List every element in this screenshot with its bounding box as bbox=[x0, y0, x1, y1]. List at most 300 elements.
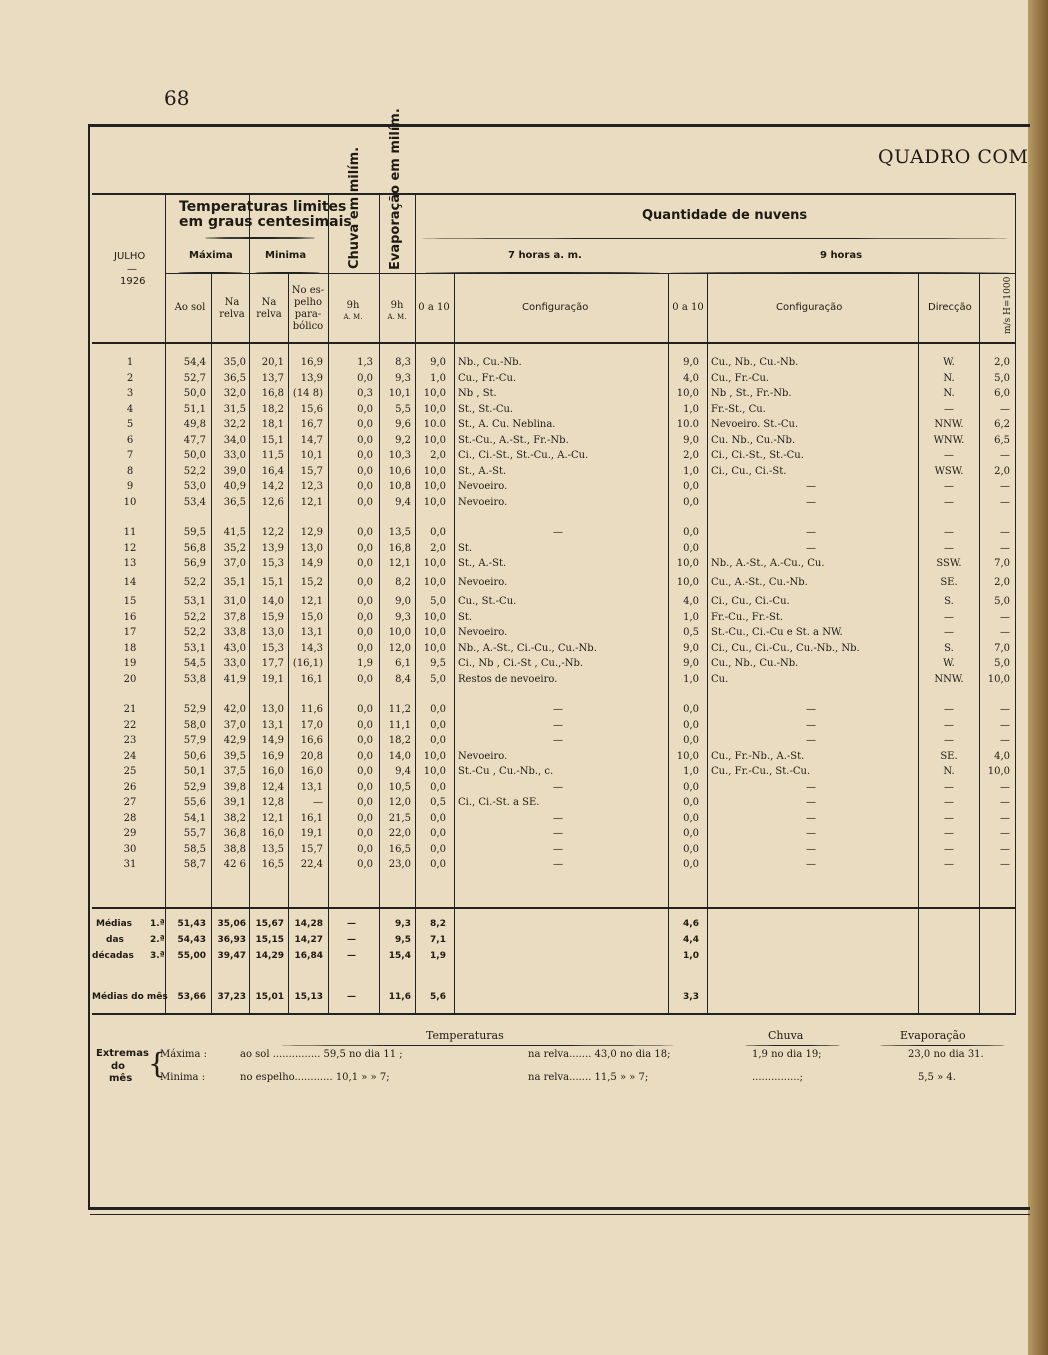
cell-esp: 15,0 bbox=[300, 611, 323, 623]
cell-dir: N. bbox=[943, 372, 955, 384]
cell-d: 7 bbox=[126, 450, 134, 461]
cell-sol: 52,2 bbox=[183, 577, 206, 588]
cell-dir: NNW. bbox=[934, 673, 964, 685]
cell-c7: — bbox=[553, 828, 563, 839]
cell-relva: 39,1 bbox=[223, 797, 246, 808]
cell-evap: 11,1 bbox=[388, 719, 411, 731]
cell-esp: 15,7 bbox=[300, 465, 323, 477]
cell-esp: 12,9 bbox=[300, 527, 323, 538]
cell-chuva: 0,0 bbox=[357, 704, 373, 715]
cell-chuva: 0,0 bbox=[357, 828, 373, 839]
cell-esp: 13,1 bbox=[300, 781, 323, 793]
cell-c9: — bbox=[806, 828, 816, 839]
cell-relva: 36,8 bbox=[223, 828, 246, 839]
cell-n9: 0,0 bbox=[683, 843, 699, 855]
minima-label: Minima bbox=[265, 250, 307, 261]
cell-evap: 9,6 bbox=[395, 419, 411, 430]
cell-ms: 6,5 bbox=[994, 434, 1010, 446]
cell-esp: 13,0 bbox=[300, 542, 323, 554]
cell-n9: 9,0 bbox=[683, 357, 699, 368]
cell-esp: 15,2 bbox=[300, 577, 323, 588]
cell-c7: St., St.-Cu. bbox=[458, 403, 514, 415]
media-esp: 16,84 bbox=[294, 951, 323, 961]
cell-relva: 37,5 bbox=[223, 766, 246, 777]
cell-evap: 10,6 bbox=[388, 465, 411, 477]
cell-sol: 58,5 bbox=[183, 843, 206, 855]
media-n7: 1,9 bbox=[430, 951, 446, 961]
cell-chuva: 1,9 bbox=[357, 658, 373, 669]
cell-d: 6 bbox=[126, 434, 134, 446]
cell-dir: — bbox=[944, 843, 954, 855]
cell-c7: St. bbox=[458, 611, 473, 623]
cell-sol: 53,1 bbox=[183, 642, 206, 654]
cell-c9: Fr.-St., Cu. bbox=[711, 403, 766, 415]
cell-evap: 8,4 bbox=[395, 673, 411, 685]
cell-c7: Ci., Ci.-St., St.-Cu., A.-Cu. bbox=[458, 450, 589, 461]
cell-evap: 12,0 bbox=[388, 797, 411, 808]
cell-sol: 53,1 bbox=[183, 596, 206, 607]
cell-esp: 16,1 bbox=[300, 812, 323, 824]
cell-sol: 54,5 bbox=[183, 658, 206, 669]
cell-relva: 34,0 bbox=[223, 434, 246, 446]
ao-sol-header: Ao sol bbox=[174, 302, 206, 313]
cell-n9: 0,0 bbox=[683, 828, 699, 839]
cell-c9: Fr.-Cu., Fr.-St. bbox=[711, 611, 784, 623]
cell-d: 5 bbox=[126, 419, 134, 430]
cell-esp: — bbox=[313, 797, 323, 808]
cell-c7: St., A.-St. bbox=[458, 465, 507, 477]
decada-label: 2.ª bbox=[150, 935, 165, 945]
cell-n7: 5,0 bbox=[430, 673, 446, 685]
cell-dir: NNW. bbox=[934, 419, 964, 430]
header-top-rule bbox=[92, 193, 1016, 195]
temps-title-1: Temperaturas limites bbox=[179, 199, 347, 215]
cell-relva: 38,8 bbox=[223, 843, 246, 855]
cell-chuva: 0,0 bbox=[357, 611, 373, 623]
decada-label: 1.ª bbox=[150, 919, 165, 929]
cell-mrel: 12,8 bbox=[261, 797, 284, 808]
cell-n9: 1,0 bbox=[683, 611, 699, 623]
cell-relva: 37,0 bbox=[223, 558, 246, 569]
cell-dir: — bbox=[944, 797, 954, 808]
extremas-evap-header: Evaporação bbox=[900, 1029, 966, 1042]
cell-relva: 39,8 bbox=[223, 781, 246, 793]
cell-d: 11 bbox=[123, 527, 137, 538]
cell-d: 12 bbox=[123, 542, 137, 554]
cell-n7: 10,0 bbox=[423, 611, 446, 623]
cell-sol: 52,2 bbox=[183, 627, 206, 638]
cell-n7: 0,0 bbox=[430, 828, 446, 839]
cell-dir: SSW. bbox=[936, 558, 962, 569]
cell-dir: WNW. bbox=[933, 434, 965, 446]
cell-sol: 47,7 bbox=[183, 434, 206, 446]
cell-chuva: 0,0 bbox=[357, 627, 373, 638]
cell-mrel: 19,1 bbox=[261, 673, 284, 685]
cell-n7: 10,0 bbox=[423, 496, 446, 508]
cell-d: 10 bbox=[123, 496, 137, 508]
cell-esp: (14 8) bbox=[292, 388, 323, 399]
nuvens-header: Quantidade de nuvens bbox=[642, 208, 808, 223]
header-bottom-rule bbox=[92, 342, 1016, 344]
cell-relva: 35,2 bbox=[223, 542, 246, 554]
cell-n9: 0,0 bbox=[683, 542, 699, 554]
extremas-max-chuva: 1,9 no dia 19; bbox=[752, 1049, 822, 1060]
cell-sol: 57,9 bbox=[183, 735, 206, 746]
cell-n9: 9,0 bbox=[683, 434, 699, 446]
cell-chuva: 0,0 bbox=[357, 812, 373, 824]
cell-c7: Ci., Nb , Ci.-St , Cu.,-Nb. bbox=[458, 658, 584, 669]
cell-ms: — bbox=[1000, 719, 1010, 731]
cell-relva: 41,9 bbox=[223, 673, 246, 685]
cell-n9: 0,0 bbox=[683, 719, 699, 731]
cell-relva: 37,0 bbox=[223, 719, 246, 731]
cell-dir: — bbox=[944, 704, 954, 715]
cell-n7: 0,0 bbox=[430, 843, 446, 855]
cell-relva: 40,9 bbox=[223, 481, 246, 492]
cell-c9: Cu., Nb., Cu.-Nb. bbox=[711, 357, 799, 368]
cell-d: 28 bbox=[123, 812, 137, 824]
cell-esp: 16,6 bbox=[300, 735, 323, 746]
cell-c7: — bbox=[553, 859, 563, 870]
cell-evap: 10,5 bbox=[388, 781, 411, 793]
cell-d: 15 bbox=[123, 596, 137, 607]
cell-dir: S. bbox=[944, 596, 954, 607]
cell-n7: 10,0 bbox=[423, 388, 446, 399]
cell-esp: 14,9 bbox=[300, 558, 323, 569]
cell-n7: 0,0 bbox=[430, 812, 446, 824]
cell-sol: 53,0 bbox=[183, 481, 206, 492]
cell-sol: 55,7 bbox=[183, 828, 206, 839]
evaporacao-header: Evaporação em milím. bbox=[388, 108, 403, 270]
chuva-header: Chuva em milím. bbox=[347, 146, 362, 269]
cell-ms: 7,0 bbox=[994, 558, 1010, 569]
cell-ms: — bbox=[1000, 812, 1010, 824]
cell-d: 14 bbox=[123, 577, 137, 588]
cell-ms: — bbox=[1000, 496, 1010, 508]
cell-c9: Nb., A.-St., A.-Cu., Cu. bbox=[711, 558, 825, 569]
cell-c9: Cu., Fr.-Nb., A.-St. bbox=[711, 750, 805, 762]
cell-dir: — bbox=[944, 627, 954, 638]
cell-chuva: 0,0 bbox=[357, 558, 373, 569]
cell-chuva: 0,0 bbox=[357, 496, 373, 508]
cell-relva: 33,8 bbox=[223, 627, 246, 638]
media-esp: 14,28 bbox=[294, 919, 323, 929]
cell-n7: 10,0 bbox=[423, 627, 446, 638]
cell-dir: SE. bbox=[940, 577, 958, 588]
cell-sol: 54,4 bbox=[183, 357, 206, 368]
cell-c7: Nevoeiro. bbox=[458, 627, 508, 638]
cell-d: 16 bbox=[123, 611, 137, 623]
decada-label: 3.ª bbox=[150, 951, 165, 961]
cell-mrel: 15,1 bbox=[261, 434, 284, 446]
cell-d: 30 bbox=[123, 843, 137, 855]
cell-dir: — bbox=[944, 496, 954, 508]
cell-d: 23 bbox=[123, 735, 137, 746]
cell-chuva: 0,0 bbox=[357, 781, 373, 793]
cell-d: 21 bbox=[123, 704, 137, 715]
cell-c9: Ci., Cu., Ci.-Cu. bbox=[711, 596, 790, 607]
cell-chuva: 0,0 bbox=[357, 527, 373, 538]
cell-c7: — bbox=[553, 843, 563, 855]
cell-evap: 12,0 bbox=[388, 642, 411, 654]
media-chuva: — bbox=[347, 935, 356, 945]
cell-c7: — bbox=[553, 719, 563, 731]
cell-ms: — bbox=[1000, 735, 1010, 746]
cell-evap: 13,5 bbox=[388, 527, 411, 538]
extremas-max-relva: na relva....... 43,0 no dia 18; bbox=[528, 1049, 671, 1060]
cell-ms: — bbox=[1000, 527, 1010, 538]
cell-d: 17 bbox=[123, 627, 137, 638]
cell-ms: 5,0 bbox=[994, 596, 1010, 607]
cell-n7: 2,0 bbox=[430, 450, 446, 461]
cell-evap: 9,4 bbox=[395, 766, 411, 777]
cell-evap: 8,2 bbox=[395, 577, 411, 588]
cell-evap: 6,1 bbox=[395, 658, 411, 669]
cell-d: 18 bbox=[123, 642, 137, 654]
cell-evap: 5,5 bbox=[395, 403, 411, 415]
cell-c7: Ci., Ci.-St. a SE. bbox=[458, 797, 540, 808]
cell-ms: — bbox=[1000, 859, 1010, 870]
cell-evap: 16,5 bbox=[388, 843, 411, 855]
cell-sol: 53,8 bbox=[183, 673, 206, 685]
media-mrel: 14,29 bbox=[255, 951, 284, 961]
cell-c9: Cu., Fr.-Cu. bbox=[711, 372, 770, 384]
cell-chuva: 0,0 bbox=[357, 481, 373, 492]
cell-chuva: 0,0 bbox=[357, 434, 373, 446]
cell-ms: — bbox=[1000, 611, 1010, 623]
cell-chuva: 0,0 bbox=[357, 642, 373, 654]
cell-relva: 42 6 bbox=[223, 859, 246, 870]
cell-relva: 32,0 bbox=[223, 388, 246, 399]
cell-ms: 2,0 bbox=[994, 357, 1010, 368]
cell-mrel: 17,7 bbox=[261, 658, 284, 669]
cell-chuva: 0,3 bbox=[357, 388, 373, 399]
cell-c7: Cu., St.-Cu. bbox=[458, 596, 517, 607]
cell-sol: 52,7 bbox=[183, 372, 206, 384]
cell-d: 9 bbox=[126, 481, 134, 492]
cell-c9: St.-Cu., Ci.-Cu e St. a NW. bbox=[711, 627, 843, 638]
extremas-min-chuva: ...............; bbox=[752, 1072, 804, 1083]
cell-mrel: 14,0 bbox=[261, 596, 284, 607]
cell-n9: 1,0 bbox=[683, 673, 699, 685]
cell-n9: 1,0 bbox=[683, 403, 699, 415]
cell-n9: 0,0 bbox=[683, 735, 699, 746]
cell-evap: 10,0 bbox=[388, 627, 411, 638]
cell-mrel: 12,1 bbox=[261, 812, 284, 824]
media-mrel: 15,15 bbox=[255, 935, 284, 945]
cell-dir: — bbox=[944, 611, 954, 623]
cell-ms: 4,0 bbox=[994, 750, 1010, 762]
cell-esp: 15,7 bbox=[300, 843, 323, 855]
cell-esp: 16,9 bbox=[300, 357, 323, 368]
cell-evap: 8,3 bbox=[395, 357, 411, 368]
cell-mrel: 14,2 bbox=[261, 481, 284, 492]
cell-ms: 10,0 bbox=[987, 766, 1010, 777]
media-sol: 54,43 bbox=[177, 935, 206, 945]
cell-ms: — bbox=[1000, 542, 1010, 554]
cell-evap: 22,0 bbox=[388, 828, 411, 839]
cell-chuva: 0,0 bbox=[357, 419, 373, 430]
cell-relva: 41,5 bbox=[223, 527, 246, 538]
cell-chuva: 0,0 bbox=[357, 673, 373, 685]
cell-d: 22 bbox=[123, 719, 137, 731]
media-mes-n9: 3,3 bbox=[683, 992, 699, 1002]
cell-chuva: 1,3 bbox=[357, 357, 373, 368]
cell-d: 19 bbox=[123, 658, 137, 669]
media-n9: 4,6 bbox=[683, 919, 699, 929]
cell-chuva: 0,0 bbox=[357, 719, 373, 731]
cell-c9: — bbox=[806, 735, 816, 746]
cell-c7: Nb., A.-St., Ci.-Cu., Cu.-Nb. bbox=[458, 642, 597, 654]
cell-esp: 19,1 bbox=[300, 828, 323, 839]
cell-sol: 51,1 bbox=[183, 403, 206, 415]
cell-esp: 14,3 bbox=[300, 642, 323, 654]
media-mes-sol: 53,66 bbox=[177, 992, 206, 1002]
cell-ms: — bbox=[1000, 781, 1010, 793]
cell-c7: Nevoeiro. bbox=[458, 496, 508, 508]
cell-chuva: 0,0 bbox=[357, 766, 373, 777]
cell-c9: — bbox=[806, 781, 816, 793]
cell-mrel: 15,9 bbox=[261, 611, 284, 623]
cell-evap: 14,0 bbox=[388, 750, 411, 762]
cell-n9: 0,0 bbox=[683, 797, 699, 808]
cell-n9: 4,0 bbox=[683, 596, 699, 607]
cell-sol: 58,0 bbox=[183, 719, 206, 731]
cell-d: 20 bbox=[123, 673, 137, 685]
cell-n9: 9,0 bbox=[683, 658, 699, 669]
cell-mrel: 14,9 bbox=[261, 735, 284, 746]
cell-n9: 0,0 bbox=[683, 496, 699, 508]
cell-esp: 16,1 bbox=[300, 673, 323, 685]
extremas-max-sol: ao sol ............... 59,5 no dia 11 ; bbox=[240, 1049, 403, 1060]
media-n7: 8,2 bbox=[430, 919, 446, 929]
cell-n7: 10,0 bbox=[423, 766, 446, 777]
cell-mrel: 18,1 bbox=[261, 419, 284, 430]
extremas-min-relva: na relva....... 11,5 » » 7; bbox=[528, 1072, 649, 1083]
cell-relva: 31,0 bbox=[223, 596, 246, 607]
cell-n7: 9,5 bbox=[430, 658, 446, 669]
cell-c9: Cu. Nb., Cu.-Nb. bbox=[711, 434, 796, 446]
cell-n7: 10,0 bbox=[423, 434, 446, 446]
cell-n7: 1,0 bbox=[430, 372, 446, 384]
page-number: 68 bbox=[164, 86, 190, 110]
cell-c7: Nevoeiro. bbox=[458, 750, 508, 762]
cell-ms: — bbox=[1000, 797, 1010, 808]
cell-esp: 12,3 bbox=[300, 481, 323, 492]
cell-chuva: 0,0 bbox=[357, 577, 373, 588]
cell-dir: WSW. bbox=[934, 465, 964, 477]
cell-ms: — bbox=[1000, 627, 1010, 638]
cell-mrel: 16,0 bbox=[261, 766, 284, 777]
cell-c9: — bbox=[806, 542, 816, 554]
cell-c9: Cu. bbox=[711, 673, 729, 685]
extremas-min-espelho: no espelho............ 10,1 » » 7; bbox=[240, 1072, 390, 1083]
cell-relva: 39,5 bbox=[223, 750, 246, 762]
cell-ms: — bbox=[1000, 450, 1010, 461]
cell-chuva: 0,0 bbox=[357, 542, 373, 554]
cell-chuva: 0,0 bbox=[357, 797, 373, 808]
cell-esp: 12,1 bbox=[300, 496, 323, 508]
cell-esp: 11,6 bbox=[300, 704, 323, 715]
media-esp: 14,27 bbox=[294, 935, 323, 945]
cell-n7: 0,0 bbox=[430, 781, 446, 793]
medias-label: Médias bbox=[96, 919, 133, 929]
cell-n7: 0,0 bbox=[430, 735, 446, 746]
cell-sol: 59,5 bbox=[183, 527, 206, 538]
media-sol: 51,43 bbox=[177, 919, 206, 929]
cell-esp: 22,4 bbox=[300, 859, 323, 870]
cell-d: 26 bbox=[123, 781, 137, 793]
cell-c7: St., A.-St. bbox=[458, 558, 507, 569]
cell-c7: — bbox=[553, 781, 563, 793]
media-chuva: — bbox=[347, 919, 356, 929]
medias-rule bbox=[92, 907, 1016, 909]
cell-evap: 21,5 bbox=[388, 812, 411, 824]
cell-sol: 53,4 bbox=[183, 496, 206, 508]
cell-mrel: 20,1 bbox=[261, 357, 284, 368]
column-rule bbox=[454, 273, 455, 1013]
cell-dir: — bbox=[944, 481, 954, 492]
cell-relva: 35,1 bbox=[223, 577, 246, 588]
maxima-label: Máxima bbox=[189, 250, 233, 261]
cell-sol: 50,1 bbox=[183, 766, 206, 777]
cell-esp: 16,0 bbox=[300, 766, 323, 777]
media-relva: 36,93 bbox=[217, 935, 246, 945]
cell-ms: — bbox=[1000, 843, 1010, 855]
decadas-label: décadas bbox=[92, 951, 134, 961]
cell-n7: 10,0 bbox=[423, 642, 446, 654]
cell-ms: — bbox=[1000, 704, 1010, 715]
cell-c9: — bbox=[806, 704, 816, 715]
media-mrel: 15,67 bbox=[255, 919, 284, 929]
cell-mrel: 15,3 bbox=[261, 642, 284, 654]
cell-d: 29 bbox=[123, 828, 137, 839]
cell-mrel: 16,4 bbox=[261, 465, 284, 477]
cell-c9: Cu., Nb., Cu.-Nb. bbox=[711, 658, 799, 669]
cell-c7: Nevoeiro. bbox=[458, 577, 508, 588]
extremas-chuva-header: Chuva bbox=[768, 1029, 804, 1042]
cell-chuva: 0,0 bbox=[357, 465, 373, 477]
cell-c9: — bbox=[806, 843, 816, 855]
cell-dir: W. bbox=[943, 357, 955, 368]
media-mes-label: Médias do mês bbox=[92, 992, 168, 1002]
h9-header: 9 horas bbox=[820, 250, 863, 261]
cell-esp: 13,9 bbox=[300, 372, 323, 384]
cell-c9: — bbox=[806, 527, 816, 538]
cell-n7: 5,0 bbox=[430, 596, 446, 607]
cell-ms: 6,2 bbox=[994, 419, 1010, 430]
cell-esp: 16,7 bbox=[300, 419, 323, 430]
cell-esp: 14,7 bbox=[300, 434, 323, 446]
media-relva: 35,06 bbox=[217, 919, 246, 929]
cell-ms: 2,0 bbox=[994, 577, 1010, 588]
cell-n7: 10,0 bbox=[423, 750, 446, 762]
cell-mrel: 13,0 bbox=[261, 627, 284, 638]
cell-n9: 1,0 bbox=[683, 766, 699, 777]
cell-d: 31 bbox=[123, 859, 137, 870]
cell-c7: Nb , St. bbox=[458, 388, 497, 399]
cell-evap: 11,2 bbox=[388, 704, 411, 715]
cell-ms: — bbox=[1000, 828, 1010, 839]
cell-n9: 4,0 bbox=[683, 372, 699, 384]
cell-dir: — bbox=[944, 542, 954, 554]
cell-c7: Nevoeiro. bbox=[458, 481, 508, 492]
cell-mrel: 16,5 bbox=[261, 859, 284, 870]
cell-c7: Cu., Fr.-Cu. bbox=[458, 372, 517, 384]
cell-relva: 32,2 bbox=[223, 419, 246, 430]
cell-n9: 10.0 bbox=[676, 419, 699, 430]
das-label: das bbox=[106, 935, 124, 945]
